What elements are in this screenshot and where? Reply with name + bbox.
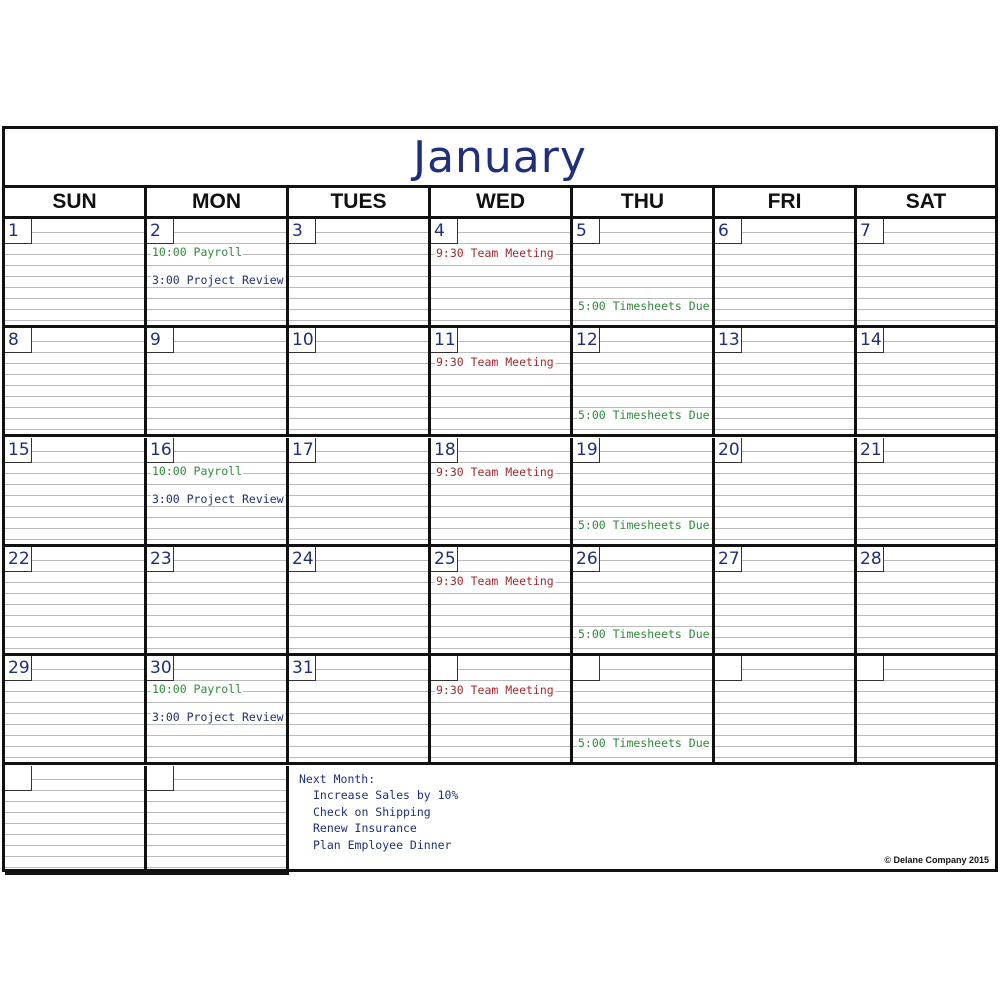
day-number: 2 [147,219,174,244]
day-number: 1 [5,219,32,244]
calendar-event[interactable]: 5:00 Timesheets Due [578,627,710,641]
day-cell-blank[interactable] [573,656,715,765]
calendar-event[interactable]: 9:30 Team Meeting [436,246,554,260]
day-number: 11 [431,328,458,353]
day-cell-30[interactable] [147,656,289,765]
day-cell-1[interactable] [5,219,147,328]
calendar-event[interactable]: 9:30 Team Meeting [436,683,554,697]
weekday-sun: SUN [5,188,147,216]
calendar-event[interactable]: 10:00 Payroll [152,682,243,696]
notes-item: Check on Shipping [313,804,431,819]
calendar-event[interactable]: 9:30 Team Meeting [436,574,554,588]
day-cell-23[interactable] [147,547,289,656]
day-cell-8[interactable] [5,328,147,437]
day-number: 7 [857,219,884,244]
day-number [715,656,742,681]
weekday-fri: FRI [715,188,857,216]
calendar-event[interactable]: 5:00 Timesheets Due [578,518,710,532]
day-cell-28[interactable] [857,547,995,656]
notes-heading: Next Month: [299,772,376,786]
day-number: 30 [147,656,174,681]
day-number: 29 [5,656,32,681]
day-cell-16[interactable] [147,438,289,547]
calendar-event[interactable]: 10:00 Payroll [152,245,243,259]
day-cell-5[interactable] [573,219,715,328]
notes-panel[interactable] [289,766,995,869]
day-cell-17[interactable] [289,438,431,547]
day-cell-18[interactable] [431,438,573,547]
day-cell-27[interactable] [715,547,857,656]
calendar-event[interactable]: 3:00 Project Review [152,273,284,287]
day-number: 8 [5,328,32,353]
day-number: 25 [431,547,458,572]
day-number [147,766,174,791]
calendar-event[interactable]: 5:00 Timesheets Due [578,736,710,750]
day-cell-24[interactable] [289,547,431,656]
day-number: 31 [289,656,316,681]
day-cell-25[interactable] [431,547,573,656]
day-number: 9 [147,328,174,353]
day-cell-20[interactable] [715,438,857,547]
day-cell-6[interactable] [715,219,857,328]
day-cell-21[interactable] [857,438,995,547]
wall-calendar [2,126,998,872]
day-cell-10[interactable] [289,328,431,437]
day-cell-9[interactable] [147,328,289,437]
day-cell-29[interactable] [5,656,147,765]
day-number: 3 [289,219,316,244]
day-cell-blank[interactable] [715,656,857,765]
day-cell-14[interactable] [857,328,995,437]
day-cell-11[interactable] [431,328,573,437]
day-number: 15 [5,438,32,463]
weekday-tues: TUES [289,188,431,216]
weekday-mon: MON [147,188,289,216]
day-number: 21 [857,438,884,463]
day-cell-12[interactable] [573,328,715,437]
day-number: 18 [431,438,458,463]
day-number: 28 [857,547,884,572]
day-number [857,656,884,681]
day-number [573,656,600,681]
calendar-event[interactable]: 5:00 Timesheets Due [578,299,710,313]
day-number: 4 [431,219,458,244]
day-cell-blank[interactable] [147,766,289,875]
notes-item: Increase Sales by 10% [313,788,459,802]
weekday-header-row [5,188,995,219]
month-title: January [5,129,995,188]
day-cell-26[interactable] [573,547,715,656]
notes-item: Plan Employee Dinner [313,837,452,852]
calendar-event[interactable]: 9:30 Team Meeting [436,355,554,369]
weekday-thu: THU [573,188,715,216]
day-number: 20 [715,438,742,463]
day-number: 19 [573,438,600,463]
day-number [5,766,32,791]
day-number: 12 [573,328,600,353]
calendar-event[interactable]: 5:00 Timesheets Due [578,408,710,422]
day-number: 17 [289,438,316,463]
calendar-event[interactable]: 9:30 Team Meeting [436,465,554,479]
calendar-event[interactable]: 10:00 Payroll [152,464,243,478]
day-number: 10 [289,328,316,353]
day-number: 13 [715,328,742,353]
day-number: 14 [857,328,884,353]
day-cell-15[interactable] [5,438,147,547]
day-number: 26 [573,547,600,572]
calendar-grid [5,219,995,869]
day-cell-4[interactable] [431,219,573,328]
day-cell-22[interactable] [5,547,147,656]
day-cell-7[interactable] [857,219,995,328]
weekday-sat: SAT [905,190,947,213]
day-number: 27 [715,547,742,572]
day-cell-blank[interactable] [431,656,573,765]
calendar-event[interactable]: 3:00 Project Review [152,710,284,724]
day-cell-2[interactable] [147,219,289,328]
day-number: 23 [147,547,174,572]
day-cell-13[interactable] [715,328,857,437]
day-number: 16 [147,438,174,463]
day-cell-19[interactable] [573,438,715,547]
calendar-event[interactable]: 3:00 Project Review [152,492,284,506]
day-cell-blank[interactable] [5,766,147,875]
day-number: 24 [289,547,316,572]
weekday-wed: WED [431,188,573,216]
day-number [431,656,458,681]
day-number: 22 [5,547,32,572]
copyright-notice: © Delane Company 2015 [884,855,989,865]
notes-item: Renew Insurance [313,821,417,835]
day-cell-31[interactable] [289,656,431,765]
day-cell-blank[interactable] [857,656,995,765]
day-number: 6 [715,219,742,244]
day-number: 5 [573,219,600,244]
day-cell-3[interactable] [289,219,431,328]
